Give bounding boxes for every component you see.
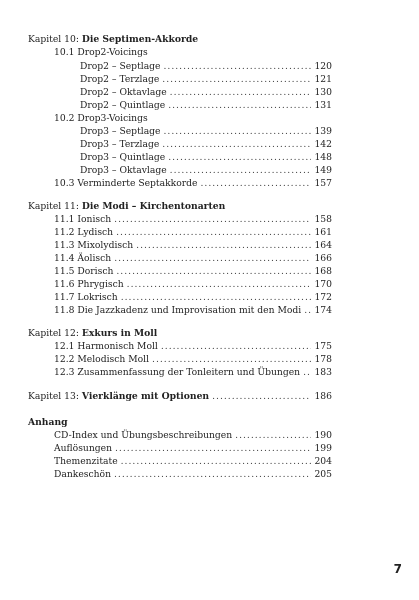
dot-leader xyxy=(121,455,312,468)
page-ref: 148 xyxy=(314,152,332,163)
chapter-title: Die Septimen-Akkorde xyxy=(81,34,199,45)
page-ref: 168 xyxy=(314,266,332,277)
dot-leader xyxy=(162,138,311,151)
toc-entry[interactable]: 11.1 Ionisch ..... 158 xyxy=(54,213,332,226)
page-ref: 174 xyxy=(314,305,332,316)
dot-leader xyxy=(116,265,311,278)
toc-entry[interactable]: Themenzitate ..... 204 xyxy=(54,455,332,468)
section-heading[interactable]: 10.2 Drop3-Voicings xyxy=(54,113,148,124)
page-ref: 204 xyxy=(314,456,332,467)
toc-entry[interactable]: Drop3 – Oktavlage ..... 149 xyxy=(80,164,332,177)
page-ref: 139 xyxy=(314,126,332,137)
page-ref: 175 xyxy=(314,341,332,352)
toc-entry[interactable]: Drop2 – Quintlage ..... 131 xyxy=(80,99,332,112)
page-ref: 186 xyxy=(314,391,332,402)
toc-entry[interactable]: Auflösungen ..... 199 xyxy=(54,442,332,455)
dot-leader xyxy=(116,226,311,239)
page-number: 7 xyxy=(393,562,402,576)
page-ref: 166 xyxy=(314,253,332,264)
toc-entry[interactable]: Drop2 – Septlage ..... 120 xyxy=(80,60,332,73)
section-heading[interactable]: 10.1 Drop2-Voicings xyxy=(54,47,148,58)
chapter-heading[interactable]: Kapitel 10: Die Septimen-Akkorde xyxy=(28,34,199,45)
dot-leader xyxy=(212,390,311,403)
toc-entry[interactable]: 11.3 Mixolydisch ..... 164 xyxy=(54,239,332,252)
dot-leader xyxy=(136,239,311,252)
dot-leader xyxy=(162,73,311,86)
page-ref: 199 xyxy=(314,443,332,454)
toc-entry[interactable]: CD-Index und Übungsbeschreibungen ..... 190 xyxy=(54,429,332,442)
dot-leader xyxy=(304,304,311,317)
toc-entry[interactable]: Drop3 – Quintlage ..... 148 xyxy=(80,151,332,164)
page-ref: 164 xyxy=(314,240,332,251)
chapter-title: Vierklänge mit Optionen xyxy=(81,391,210,402)
dot-leader xyxy=(170,164,312,177)
toc-entry[interactable]: 12.3 Zusammenfassung der Tonleitern und Übungen ..... 183 xyxy=(54,366,332,379)
page-ref: 190 xyxy=(314,430,332,441)
toc-entry[interactable]: 10.3 Verminderte Septakkorde ..... 157 xyxy=(54,177,332,190)
toc-entry[interactable]: 11.8 Die Jazzkadenz und Improvisation mit den Modi ..... 174 xyxy=(54,304,332,317)
chapter-title: Die Modi – Kirchentonarten xyxy=(81,201,226,212)
dot-leader xyxy=(235,429,311,442)
toc-entry[interactable]: Dankeschön ..... 205 xyxy=(54,468,332,481)
page-ref: 157 xyxy=(314,178,332,189)
page-ref: 158 xyxy=(314,214,332,225)
page-ref: 130 xyxy=(314,87,332,98)
chapter-title: Exkurs in Moll xyxy=(81,328,158,339)
dot-leader xyxy=(114,468,311,481)
dot-leader xyxy=(170,86,312,99)
page-ref: 131 xyxy=(314,100,332,111)
toc-entry[interactable]: Drop3 – Septlage ..... 139 xyxy=(80,125,332,138)
chapter-heading[interactable]: Kapitel 12: Exkurs in Moll xyxy=(28,328,158,339)
dot-leader xyxy=(152,353,311,366)
dot-leader xyxy=(168,99,311,112)
dot-leader xyxy=(164,125,312,138)
dot-leader xyxy=(200,177,311,190)
toc-entry[interactable]: 11.6 Phrygisch ..... 170 xyxy=(54,278,332,291)
page-ref: 205 xyxy=(314,469,332,480)
toc-entry[interactable]: 12.2 Melodisch Moll ..... 178 xyxy=(54,353,332,366)
dot-leader xyxy=(121,291,312,304)
page-ref: 161 xyxy=(314,227,332,238)
dot-leader xyxy=(127,278,312,291)
toc-entry[interactable]: Drop3 – Terzlage ..... 142 xyxy=(80,138,332,151)
chapter-heading[interactable]: Kapitel 13: Vierklänge mit Optionen ..... 186 xyxy=(28,390,332,403)
dot-leader xyxy=(303,366,311,379)
dot-leader xyxy=(161,340,312,353)
toc-entry[interactable]: 12.1 Harmonisch Moll ..... 175 xyxy=(54,340,332,353)
toc-entry[interactable]: 11.2 Lydisch ..... 161 xyxy=(54,226,332,239)
appendix-heading[interactable]: Anhang xyxy=(28,417,68,428)
page-ref: 170 xyxy=(314,279,332,290)
page-ref: 178 xyxy=(314,354,332,365)
page-ref: 183 xyxy=(314,367,332,378)
toc-entry[interactable]: Drop2 – Oktavlage ..... 130 xyxy=(80,86,332,99)
dot-leader xyxy=(114,252,311,265)
toc-entry[interactable]: 11.4 Äolisch ..... 166 xyxy=(54,252,332,265)
dot-leader xyxy=(164,60,312,73)
page-ref: 149 xyxy=(314,165,332,176)
dot-leader xyxy=(168,151,311,164)
toc-entry[interactable]: Drop2 – Terzlage ..... 121 xyxy=(80,73,332,86)
page-ref: 172 xyxy=(314,292,332,303)
toc-entry[interactable]: 11.7 Lokrisch ..... 172 xyxy=(54,291,332,304)
dot-leader xyxy=(114,213,311,226)
dot-leader xyxy=(115,442,311,455)
page-ref: 142 xyxy=(314,139,332,150)
page-ref: 120 xyxy=(314,61,332,72)
toc-entry[interactable]: 11.5 Dorisch ..... 168 xyxy=(54,265,332,278)
page-ref: 121 xyxy=(314,74,332,85)
chapter-heading[interactable]: Kapitel 11: Die Modi – Kirchentonarten xyxy=(28,201,226,212)
